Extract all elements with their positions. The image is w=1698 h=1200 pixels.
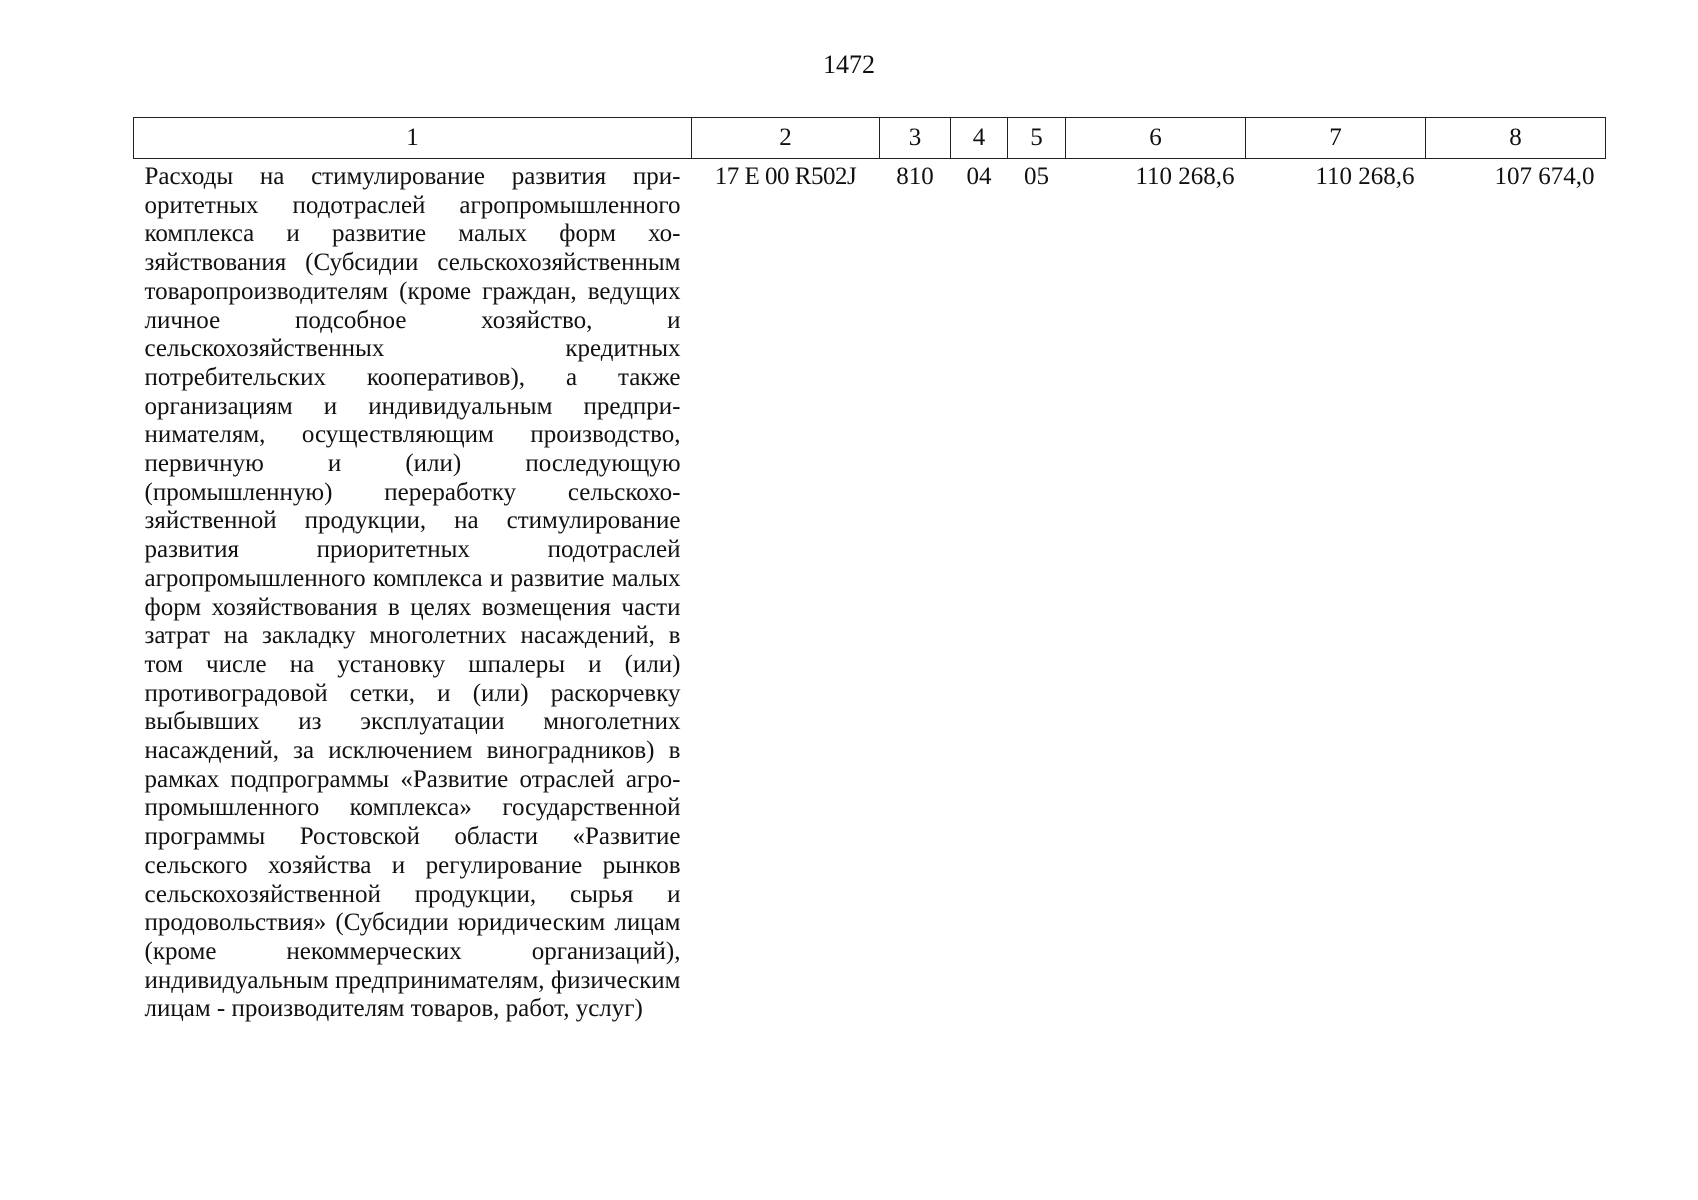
- row-description: Расходы на стимулирование развития приоритетных подотраслей агропромышленного комплекса и развитие малых форм хозяйствования (Субсидии сельскохозяйственным товаропроизводителям (кроме граждан, ведущих личное подсобное хозяйство, и сельскохозяйственных кредитных потребительских кооперативов), а также организациям и индивидуальным предпринимателям, осуществляющим производство, первичную и (или) последующую (промышленную) переработку сельскохозяйственной продукции, на стимулирование развития приоритетных подотраслей агропромышленного комплекса и развитие малых форм хозяйствования в целях возмещения части затрат на закладку многолетних насаждений, в том числе на установку шпалеры и (или) противоградовой сетки, и (или) раскорчевку выбывших из эксплуатации многолетних насаждений, за исключением виноградников) в рамках подпрограммы «Развитие отраслей агропромышленного комплекса» государственной программы Ростовской области «Развитие сельского хозяйства и регулирование рынков сельскохозяйственной продукции, сырья и продовольствия» (Субсидии юридическим лицам (кроме некоммерческих организаций), индивидуальным предпринимателям, физическим лицам - производителям товаров, работ, услуг): [144, 163, 681, 1023]
- row-expense-type: 810: [896, 163, 934, 190]
- column-header-7: 7: [1246, 118, 1426, 159]
- row-section: 04: [966, 163, 992, 190]
- row-amount-col7: 110 268,6: [1315, 163, 1415, 190]
- table-header: [134, 118, 1606, 159]
- row-amount-col6: 110 268,6: [1135, 163, 1235, 190]
- row-amount-col8: 107 674,0: [1494, 163, 1595, 190]
- column-header-2: 2: [692, 118, 880, 159]
- table-body: [134, 159, 1606, 1025]
- row-target-code: 17 Е 00 R502J: [714, 163, 857, 190]
- column-header-4: 4: [951, 118, 1008, 159]
- budget-table: [133, 117, 1606, 1024]
- column-header-8: 8: [1426, 118, 1606, 159]
- column-header-5: 5: [1008, 118, 1066, 159]
- column-header-3: 3: [880, 118, 951, 159]
- column-header-1: 1: [134, 118, 692, 159]
- header-row: [134, 118, 1606, 159]
- page-number: 1472: [823, 50, 875, 79]
- table-row: [134, 159, 1606, 1025]
- column-header-6: 6: [1066, 118, 1246, 159]
- row-subsection: 05: [1024, 163, 1049, 190]
